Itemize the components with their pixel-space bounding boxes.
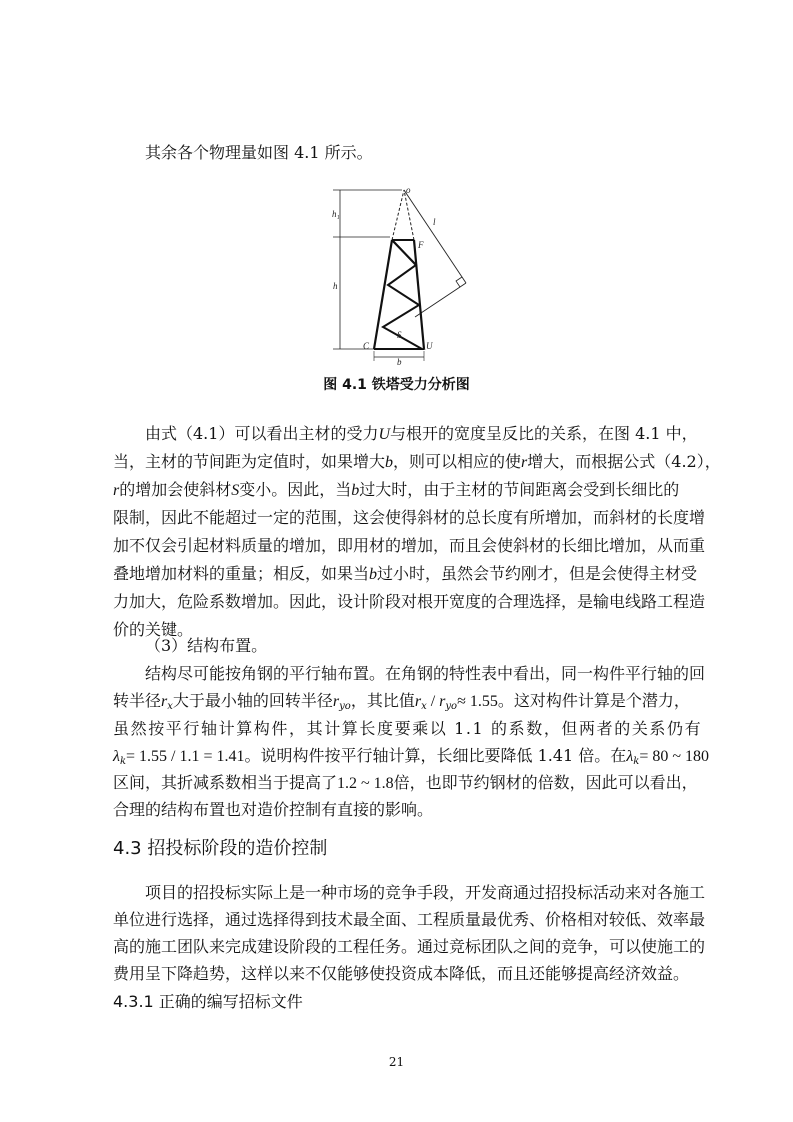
para1-line3: r的增加会使斜材S变小。因此，当b过大时，由于主材的节间距离会受到长细比的 (113, 480, 680, 499)
figure-caption: 图 4.1 铁塔受力分析图 (323, 377, 470, 393)
para2-line4: $\lambda_k= 1.55 / 1.1 = 1.41$。说明构件按平行轴计算，长细比要降低 1.41 倍。在$\lambda_k= 80$ ~ 180 (113, 746, 709, 767)
intro-text: 其余各个物理量如图 4.1 所示。 (145, 143, 373, 162)
para1-line6: 叠地增加材料的重量；相反，如果当b过小时，虽然会节约刚才，但是会使得主材受 (113, 564, 698, 583)
para2-line6: 合理的结构布置也对造价控制有直接的影响。 (113, 800, 434, 819)
section-4-3-heading: 4.3 招投标阶段的造价控制 (113, 838, 328, 859)
label-h: h (333, 281, 338, 291)
para1-line7: 力加大，危险系数增加。因此，设计阶段对根开宽度的合理选择，是输电线路工程造 (113, 592, 706, 611)
label-o: o (406, 185, 411, 195)
para2-line3: 虽然按平行轴计算构件，其计算长度要乘以 1.1 的系数，但两者的关系仍有 (113, 719, 703, 738)
section-4-3-1-heading: 4.3.1 正确的编写招标文件 (113, 992, 303, 1011)
para3-line1: 项目的招投标实际上是一种市场的竞争手段，开发商通过招投标活动来对各施工 (145, 883, 706, 902)
label-C: C (363, 341, 370, 351)
para2-line5: 区间，其折减系数相当于提高了1.2 ~ 1.8倍，也即节约钢材的倍数，因此可以看出， (113, 773, 698, 792)
label-F: F (418, 240, 424, 250)
tower-diagram (330, 185, 480, 365)
page-number: 21 (388, 1055, 405, 1069)
para2-line1: 结构尽可能按角钢的平行轴布置。在角钢的特性表中看出，同一构件平行轴的回 (145, 664, 706, 683)
para1-line8: 价的关键。 (113, 620, 194, 639)
label-U: U (426, 341, 433, 351)
para2-line2: 转半径$r_x$大于最小轴的回转半径$r_{yo}$，其比值$r_x / r_{yo}\approx 1.55$。这对构件计算是个潜力， (113, 691, 690, 712)
item-3-heading: （3）结构布置。 (145, 636, 268, 655)
para3-line4: 费用呈下降趋势，这样以来不仅能够使投资成本降低，而且还能够提高经济效益。 (113, 964, 690, 983)
para3-line3: 高的施工团队来完成建设阶段的工程任务。通过竞标团队之间的竞争，可以使施工的 (113, 937, 706, 956)
para3-line2: 单位进行选择，通过选择得到技术最全面、工程质量最优秀、价格相对较低、效率最 (113, 910, 706, 929)
label-l: l (433, 217, 436, 227)
label-b: b (397, 357, 402, 365)
label-h1: h₁ (332, 209, 340, 219)
para1-line1: 由式（4.1）可以看出主材的受力U与根开的宽度呈反比的关系，在图 4.1 中， (145, 424, 698, 443)
label-S: S (397, 330, 402, 340)
para1-line4: 限制，因此不能超过一定的范围，这会使得斜材的总长度有所增加，而斜材的长度增 (113, 508, 706, 527)
para1-line5: 加不仅会引起材料质量的增加，即用材的增加，而且会使斜材的长细比增加，从而重 (113, 536, 706, 555)
para1-line2: 当，主材的节间距为定值时，如果增大b，则可以相应的使r增大，而根据公式（4.2）， (113, 452, 721, 471)
